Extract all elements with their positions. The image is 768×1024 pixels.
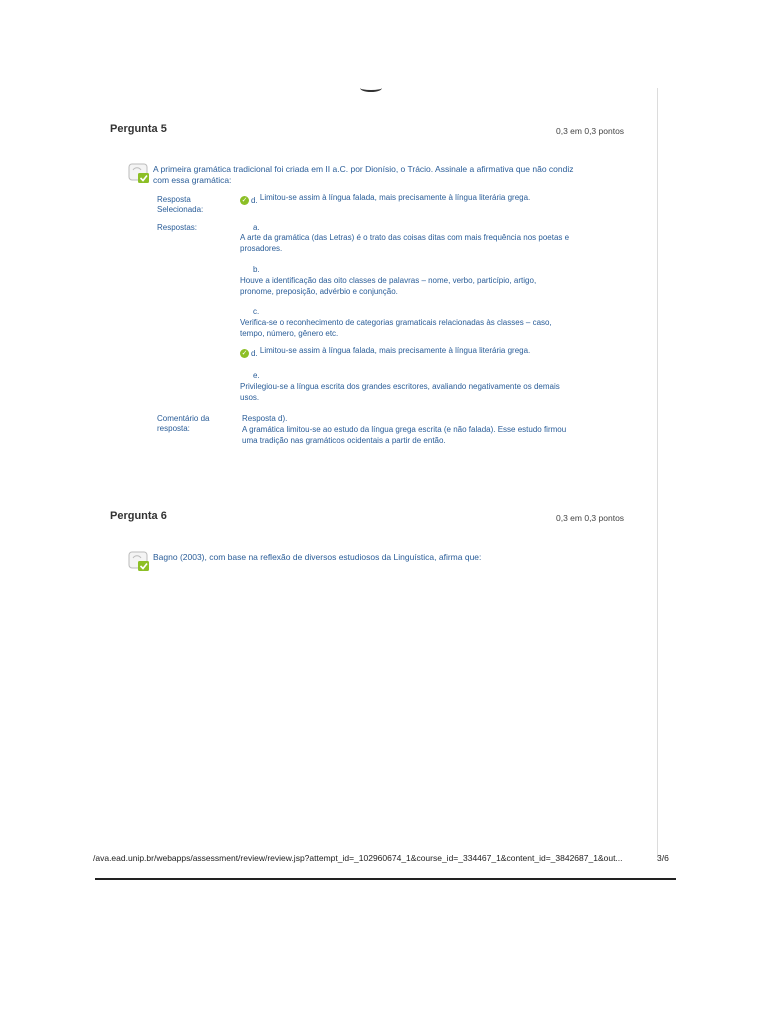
check-icon: ✓ xyxy=(241,197,248,205)
answer-b-line1: Houve a identificação das oito classes de palavras – nome, verbo, particípio, artigo, xyxy=(240,276,537,285)
footer-divider xyxy=(95,878,676,880)
answer-c-line2: tempo, número, gênero etc. xyxy=(240,329,339,338)
comment-line2: A gramática limitou-se ao estudo da língua grega escrita (e não falada). Esse estudo firmou xyxy=(242,425,567,434)
answer-a-line2: prosadores. xyxy=(240,244,283,253)
page-top-mark xyxy=(360,84,382,92)
answer-b-line2: pronome, preposição, advérbio e conjunção. xyxy=(240,287,398,296)
check-icon: ✓ xyxy=(241,350,248,358)
answer-c-line1: Verifica-se o reconhecimento de categorias gramaticais relacionadas às classes – caso, xyxy=(240,318,552,327)
selected-answer xyxy=(240,193,531,207)
question-5-title: Pergunta 5 xyxy=(110,123,167,135)
selected-answer-text: Limitou-se assim à língua falada, mais precisamente à língua literária grega. xyxy=(259,193,531,202)
comment-line3: uma tradição nas gramáticos ocidentais a partir de então. xyxy=(242,436,446,445)
question-6-score: 0,3 em 0,3 pontos xyxy=(556,513,625,523)
answer-e-line2: usos. xyxy=(240,393,260,402)
answer-b-letter: b. xyxy=(253,265,260,274)
answer-e-line1: Privilegiou-se a língua escrita dos grandes escritores, avaliando negativamente os demais xyxy=(240,382,560,391)
answers-label: Respostas: xyxy=(157,223,198,232)
correct-answer-icon xyxy=(128,162,150,184)
print-page-number: 3/6 xyxy=(657,853,669,863)
selected-answer-label-2: Selecionada: xyxy=(157,205,204,214)
correct-answer-icon xyxy=(128,550,150,572)
comment-line1: Resposta d). xyxy=(242,414,288,423)
question-6-title: Pergunta 6 xyxy=(110,510,167,522)
answer-a-line1: A arte da gramática (das Letras) é o trato das coisas ditas com mais frequência nos poetas e xyxy=(240,233,570,242)
question-5-text-line2: com essa gramática: xyxy=(153,175,232,185)
question-6-text-line1: Bagno (2003), com base na reflexão de diversos estudiosos da Linguística, afirma que: xyxy=(153,552,482,562)
comment-label-2: resposta: xyxy=(157,424,190,433)
answer-d xyxy=(240,346,531,360)
selected-answer-letter: d. xyxy=(251,196,258,205)
selected-answer-label-1: Resposta xyxy=(157,195,191,204)
answer-e-letter: e. xyxy=(253,371,260,380)
answer-a-letter: a. xyxy=(253,223,260,232)
answer-d-line1: Limitou-se assim à língua falada, mais precisamente à língua literária grega. xyxy=(259,346,531,355)
content-border xyxy=(657,88,658,858)
question-5-score: 0,3 em 0,3 pontos xyxy=(556,126,625,136)
print-footer-url: /ava.ead.unip.br/webapps/assessment/review/review.jsp?attempt_id=_102960674_1&course_id=_334467_1&content_id=_3842687_1&out... xyxy=(93,853,623,863)
answer-c-letter: c. xyxy=(253,307,260,316)
question-5-text-line1: A primeira gramática tradicional foi criada em II a.C. por Dionísio, o Trácio. Assinale a afirmativa que não condiz xyxy=(153,164,574,174)
comment-label-1: Comentário da xyxy=(157,414,210,423)
answer-d-letter: d. xyxy=(251,349,258,358)
